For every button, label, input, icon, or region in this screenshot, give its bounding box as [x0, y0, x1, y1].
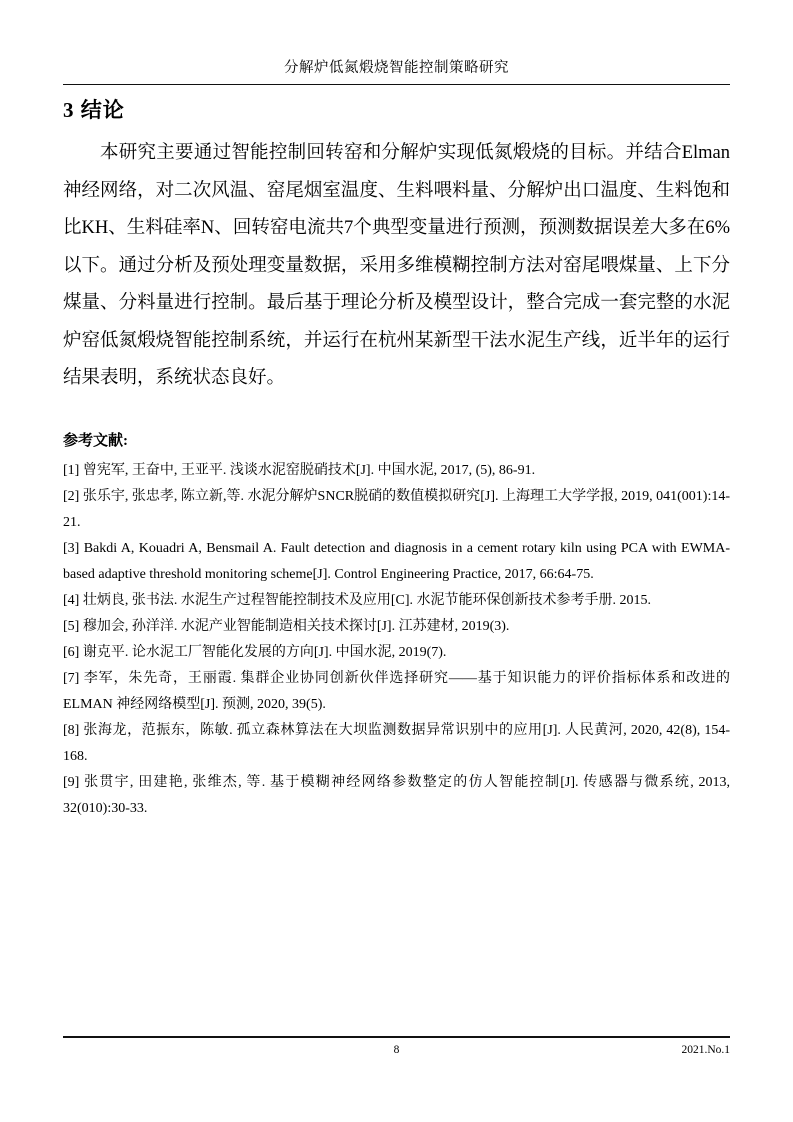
footer-row — [63, 1042, 730, 1058]
page-number: 8 — [393, 1044, 400, 1056]
section-heading-conclusion: 3 结论 — [63, 98, 125, 122]
reference-item: [1] 曾宪军, 王奋中, 王亚平. 浅谈水泥窑脱硝技术[J]. 中国水泥, 2017, (5), 86-91. — [63, 462, 536, 478]
reference-item: [7] 李军，朱先奇，王丽霞. 集群企业协同创新伙伴选择研究——基于知识能力的评价指标体系和改进的ELMAN 神经网络模型[J]. 预测, 2020, 39(5). — [63, 670, 730, 712]
conclusion-paragraph: 本研究主要通过智能控制回转窑和分解炉实现低氮煅烧的目标。并结合Elman神经网络，对二次风温、窑尾烟室温度、生料喂料量、分解炉出口温度、生料饱和比KH、生料硅率N、回转窑电流共7个典型变量进行预测，预测数据误差大多在6%以下。通过分析及预处理变量数据，采用多维模糊控制方法对窑尾喂煤量、上下分煤量、分料量进行控制。最后基于理论分析及模型设计，整合完成一套完整的水泥炉窑低氮煅烧智能控制系统，并运行在杭州某新型干法水泥生产线，近半年的运行结果表明，系统状态良好。 — [63, 143, 730, 388]
reference-item: [3] Bakdi A, Kouadri A, Bensmail A. Fault detection and diagnosis in a cement rotary kiln using PCA with EWMA-based adaptive threshold monitoring scheme[J]. Control Engineering Practice, 2017, 66:64-75. — [63, 540, 730, 582]
reference-item: [5] 穆加会, 孙洋洋. 水泥产业智能制造相关技术探讨[J]. 江苏建材, 2019(3). — [63, 618, 510, 634]
reference-item: [6] 谢克平. 论水泥工厂智能化发展的方向[J]. 中国水泥, 2019(7). — [63, 644, 447, 660]
reference-item: [2] 张乐宇, 张忠孝, 陈立新,等. 水泥分解炉SNCR脱硝的数值模拟研究[J]. 上海理工大学学报, 2019, 041(001):14-21. — [63, 488, 730, 530]
reference-item: [8] 张海龙，范振东，陈敏. 孤立森林算法在大坝监测数据异常识别中的应用[J]. 人民黄河, 2020, 42(8), 154-168. — [63, 722, 730, 764]
issue-label: 2021.No.1 — [681, 1044, 730, 1056]
references-list — [63, 458, 730, 822]
footer-rule — [63, 1036, 730, 1038]
running-head-title: 分解炉低氮煅烧智能控制策略研究 — [284, 60, 509, 76]
page-content — [63, 0, 730, 822]
reference-item: [9] 张贯宇, 田建艳, 张维杰, 等. 基于模糊神经网络参数整定的仿人智能控制[J]. 传感器与微系统, 2013, 32(010):30-33. — [63, 774, 730, 816]
references-heading: 参考文献: — [63, 432, 128, 449]
page-footer — [63, 1036, 730, 1058]
reference-item: [4] 壮炳良, 张书法. 水泥生产过程智能控制技术及应用[C]. 水泥节能环保创新技术参考手册. 2015. — [63, 592, 651, 608]
header-rule — [63, 84, 730, 85]
